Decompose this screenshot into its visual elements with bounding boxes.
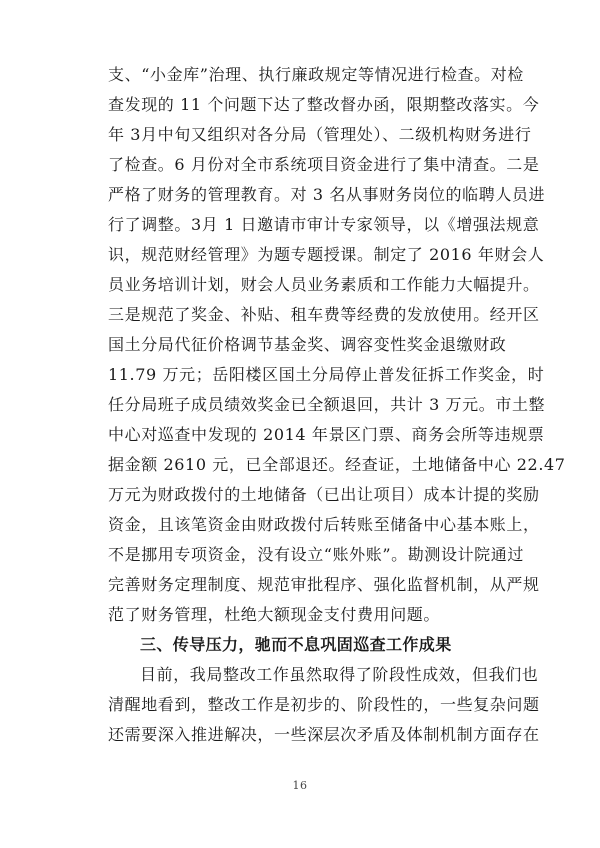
paragraph-line: 完善财务定理制度、规范审批程序、强化监督机制，从严规 bbox=[108, 575, 540, 594]
paragraph-line: 万元为财政拨付的土地储备（已出让项目）成本计提的奖励 bbox=[108, 485, 540, 504]
paragraph-line: 员业务培训计划，财会人员业务素质和工作能力大幅提升。 bbox=[108, 275, 540, 294]
paragraph-line: 目前，我局整改工作虽然取得了阶段性成效，但我们也 bbox=[140, 665, 539, 684]
paragraph-line: 行了调整。3月 1 日邀请市审计专家领导，以《增强法规意 bbox=[108, 215, 540, 234]
paragraph-line: 资金，且该笔资金由财政拨付后转账至储备中心基本账上， bbox=[108, 515, 540, 534]
paragraph-line: 查发现的 11 个问题下达了整改督办函，限期整改落实。今 bbox=[108, 95, 540, 114]
paragraph-line: 了检查。6 月份对全市系统项目资金进行了集中清查。二是 bbox=[108, 155, 540, 174]
paragraph-line: 11.79 万元；岳阳楼区国土分局停止普发征拆工作奖金，时 bbox=[108, 365, 545, 384]
paragraph-line: 年 3月中旬又组织对各分局（管理处）、二级机构财务进行 bbox=[108, 125, 532, 144]
paragraph-line: 严格了财务的管理教育。对 3 名从事财务岗位的临聘人员进 bbox=[108, 185, 546, 204]
section-heading: 三、传导压力，驰而不息巩固巡查工作成果 bbox=[140, 635, 452, 654]
paragraph-line: 不是挪用专项资金，没有设立“账外账”。勘测设计院通过 bbox=[108, 545, 524, 564]
paragraph-line: 据金额 2610 元，已全部退还。经查证，土地储备中心 22.47 bbox=[108, 455, 566, 474]
paragraph-line: 还需要深入推进解决，一些深层次矛盾及体制机制方面存在 bbox=[108, 725, 540, 744]
paragraph-line: 范了财务管理，杜绝大额现金支付费用问题。 bbox=[108, 605, 441, 624]
paragraph-line: 中心对巡查中发现的 2014 年景区门票、商务会所等违规票 bbox=[108, 425, 545, 444]
paragraph-line: 三是规范了奖金、补贴、租车费等经费的发放使用。经开区 bbox=[108, 305, 540, 324]
paragraph-line: 国土分局代征价格调节基金奖、调容变性奖金退缴财政 bbox=[108, 335, 507, 354]
page-number: 16 bbox=[292, 779, 308, 792]
paragraph-line: 清醒地看到，整改工作是初步的、阶段性的，一些复杂问题 bbox=[108, 695, 540, 714]
paragraph-line: 支、“小金库”治理、执行廉政规定等情况进行检查。对检 bbox=[108, 65, 524, 84]
paragraph-line: 识，规范财经管理》为题专题授课。制定了 2016 年财会人 bbox=[108, 245, 545, 264]
paragraph-line: 任分局班子成员绩效奖金已全额退回，共计 3 万元。市土整 bbox=[108, 395, 546, 414]
